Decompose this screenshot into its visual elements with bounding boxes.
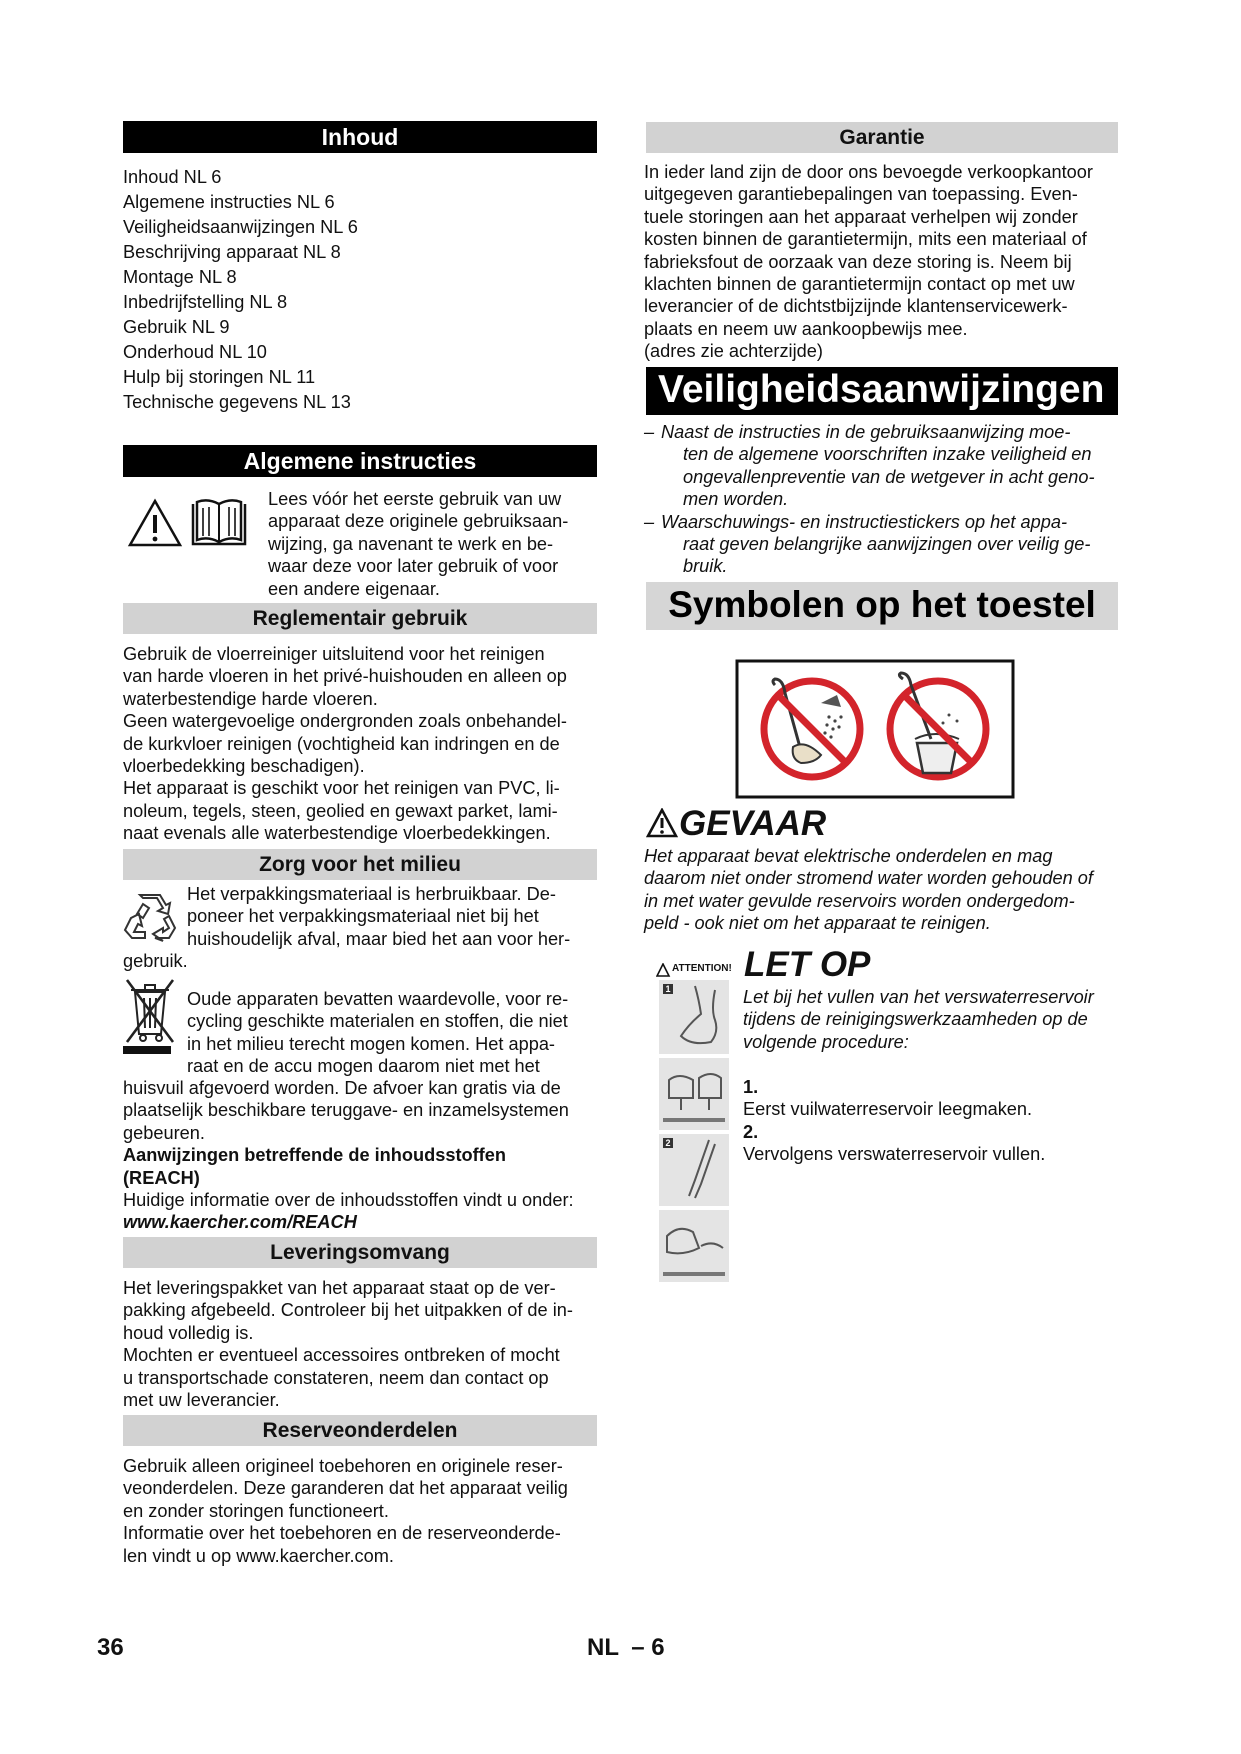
reserve-text (123, 1455, 613, 1567)
text-line: raat geven belangrijke aanwijzingen over veilig ge- (683, 534, 1091, 555)
toc-list (123, 165, 603, 415)
veiligheid-heading: Veiligheidsaanwijzingen (646, 367, 1118, 415)
text-line: klachten binnen de garantietermijn contact op met uw (644, 274, 1075, 295)
dash-bullet: – (644, 422, 655, 442)
text-line: wijzing, ga navenant te werk en be- (268, 533, 554, 554)
text-line: van harde vloeren in het privé-huishouden en alleen op (123, 666, 567, 687)
text-line: Gebruik alleen origineel toebehoren en originele reser- (123, 1456, 563, 1476)
veiligheid-list (644, 421, 1126, 578)
toc-item[interactable]: Technische gegevens NL 13 (123, 392, 351, 412)
text-line: naat evenals alle waterbestendige vloerbedekkingen. (123, 823, 551, 844)
letop-steps (743, 1076, 1129, 1166)
text-line: Lees vóór het eerste gebruik van uw (268, 489, 562, 509)
step-number: 1. (743, 1077, 759, 1097)
footer-section (587, 1634, 665, 1661)
text-line: gebeuren. (123, 1122, 205, 1143)
letop-text (743, 986, 1129, 1053)
letop-title: LET OP (744, 945, 871, 984)
text-line: veonderdelen. Deze garanderen dat het apparaat veilig (123, 1478, 568, 1499)
toc-item[interactable]: Montage NL 8 (123, 267, 237, 287)
recycle-icon (123, 892, 177, 942)
text-line: Het apparaat is geschikt voor het reinigen van PVC, li- (123, 778, 560, 799)
text-line: Het leveringspakket van het apparaat staat op de ver- (123, 1278, 556, 1298)
text-line: uitgegeven garantiebepalingen van toepassing. Even- (644, 184, 1078, 205)
text-line: gebruik. (123, 951, 188, 971)
text-line: peld - ook niet om het apparaat te reinigen. (644, 913, 991, 934)
symbolen-heading: Symbolen op het toestel (646, 582, 1118, 630)
gevaar-title: GEVAAR (679, 804, 827, 843)
step-mark: 1 (665, 984, 671, 994)
section-page: – 6 (631, 1634, 665, 1661)
text-line: leverancier of de dichtstbijzijnde klantenservicewerk- (644, 296, 1068, 317)
text-line: (adres zie achterzijde) (644, 341, 823, 362)
text-line: u transportschade constateren, neem dan contact op (123, 1367, 549, 1388)
text-line: Informatie over het toebehoren en de reserveonderde- (123, 1523, 561, 1544)
text-line: plaats en neem uw aankoopbewijs mee. (644, 318, 968, 339)
weee-text (187, 988, 617, 1078)
toc-item[interactable]: Inbedrijfstelling NL 8 (123, 292, 288, 312)
algemene-heading: Algemene instructies (123, 445, 597, 477)
attention-pictogram (656, 962, 734, 1284)
text-line: de kurkvloer reinigen (vochtigheid kan indringen en de (123, 733, 560, 754)
text-line: huishoudelijk afval, maar bied het aan voor her- (187, 928, 571, 949)
text-line: ten de algemene voorschriften inzake veiligheid en (683, 444, 1092, 465)
toc-item[interactable]: Onderhoud NL 10 (123, 342, 267, 362)
weee-tail (123, 1077, 613, 1234)
list-item (644, 511, 1126, 578)
text-line: ongevallenpreventie van de wetgever in acht geno- (683, 466, 1095, 487)
text-line: houd volledig is. (123, 1322, 254, 1343)
attention-label: ATTENTION! (672, 963, 732, 974)
garantie-heading: Garantie (646, 122, 1118, 153)
filling-procedure-icon (659, 980, 729, 1284)
text-line: Let bij het vullen van het verswaterreservoir (743, 987, 1094, 1007)
text-line: in het milieu terecht mogen komen. Het appa- (187, 1033, 555, 1054)
toc-item[interactable]: Inhoud NL 6 (123, 167, 222, 187)
step-text: Vervolgens verswaterreservoir vullen. (743, 1144, 1046, 1165)
text-line: fabrieksfout de oorzaak van deze storing is. Neem bij (644, 251, 1072, 272)
toc-item[interactable]: Veiligheidsaanwijzingen NL 6 (123, 217, 358, 237)
list-item (644, 421, 1126, 511)
text-line: tijdens de reinigingswerkzaamheden op de (743, 1009, 1088, 1030)
text-line: bruik. (683, 556, 728, 577)
inhoud-heading: Inhoud (123, 121, 597, 153)
toc-item[interactable]: Hulp bij storingen NL 11 (123, 367, 316, 387)
text-line: waterbestendige harde vloeren. (123, 688, 378, 709)
milieu-heading: Zorg voor het milieu (123, 849, 597, 880)
section-code: NL (587, 1634, 619, 1661)
toc-item[interactable]: Beschrijving apparaat NL 8 (123, 242, 341, 262)
text-line: Oude apparaten bevatten waardevolle, voor re- (187, 989, 569, 1009)
step-mark: 2 (665, 1138, 671, 1148)
no-water-symbol-icon (735, 659, 1015, 799)
text-line: kosten binnen de garantietermijn, mits een materiaal of (644, 229, 1087, 250)
garantie-text (644, 161, 1128, 363)
text-line: Huidige informatie over de inhoudsstoffen vindt u onder: (123, 1190, 574, 1211)
text-line: tuele storingen aan het apparaat verhelpen wij zonder (644, 206, 1078, 227)
text-line: waar deze voor later gebruik of voor (268, 556, 559, 577)
text-line: daarom niet onder stromend water worden gehouden of (644, 868, 1093, 889)
reglementair-text (123, 643, 613, 845)
text-line: In ieder land zijn de door ons bevoegde verkoopkantoor (644, 162, 1093, 182)
text-line: poneer het verpakkingsmateriaal niet bij het (187, 906, 539, 927)
step-number: 2. (743, 1121, 759, 1142)
text-line: Het verpakkingsmateriaal is herbruikbaar. De- (187, 884, 556, 904)
text-line: en zonder storingen functioneert. (123, 1500, 389, 1521)
toc-item[interactable]: Algemene instructies NL 6 (123, 192, 335, 212)
reach-link[interactable]: www.kaercher.com/REACH (123, 1212, 357, 1233)
step-text: Eerst vuilwaterreservoir leegmaken. (743, 1099, 1033, 1120)
toc-item[interactable]: Gebruik NL 9 (123, 317, 230, 337)
text-line: Mochten er eventueel accessoires ontbreken of mocht (123, 1345, 560, 1366)
gevaar-warning-icon (646, 808, 678, 838)
text-line: Gebruik de vloerreiniger uitsluitend voor het reinigen (123, 644, 545, 664)
text-line: Het apparaat bevat elektrische onderdelen en mag (644, 846, 1053, 866)
text-line: vloerbedekking beschadigen). (123, 756, 365, 777)
dash-bullet: – (644, 511, 655, 532)
text-line: len vindt u op www.kaercher.com. (123, 1545, 394, 1566)
reglementair-heading: Reglementair gebruik (123, 603, 597, 634)
weee-bin-icon (123, 978, 177, 1054)
text-line: Waarschuwings- en instructiestickers op het appa- (661, 511, 1068, 532)
text-line: raat en de accu mogen daarom niet met het (187, 1056, 540, 1077)
warning-triangle-icon (127, 497, 183, 549)
text-line: noleum, tegels, steen, geolied en gewaxt parket, lami- (123, 800, 558, 821)
text-line: pakking afgebeeld. Controleer bij het uitpakken of de in- (123, 1300, 573, 1321)
recycle-text (187, 883, 617, 950)
levering-text (123, 1277, 613, 1411)
text-line: volgende procedure: (743, 1031, 909, 1052)
text-line: Geen watergevoelige ondergronden zoals onbehandel- (123, 711, 567, 732)
gevaar-text (644, 845, 1128, 935)
text-line: cycling geschikte materialen en stoffen, die niet (187, 1011, 568, 1032)
text-line: plaatselijk beschikbare teruggave- en inzamelsystemen (123, 1100, 569, 1121)
text-line: Naast de instructies in de gebruiksaanwijzing moe- (661, 422, 1071, 442)
text-line: met uw leverancier. (123, 1390, 280, 1411)
reach-title: (REACH) (123, 1167, 200, 1188)
text-line: een andere eigenaar. (268, 578, 440, 599)
reach-title: Aanwijzingen betreffende de inhoudsstoffen (123, 1145, 506, 1166)
manual-book-icon (189, 496, 249, 548)
page-number: 36 (97, 1634, 124, 1661)
reserve-heading: Reserveonderdelen (123, 1415, 597, 1446)
text-line: men worden. (683, 489, 789, 510)
levering-heading: Leveringsomvang (123, 1237, 597, 1268)
text-line: huisvuil afgevoerd worden. De afvoer kan gratis via de (123, 1078, 561, 1098)
text-line: apparaat deze originele gebruiksaan- (268, 511, 569, 532)
algemene-text (268, 488, 613, 600)
text-line: in met water gevulde reservoirs worden ondergedom- (644, 890, 1075, 911)
